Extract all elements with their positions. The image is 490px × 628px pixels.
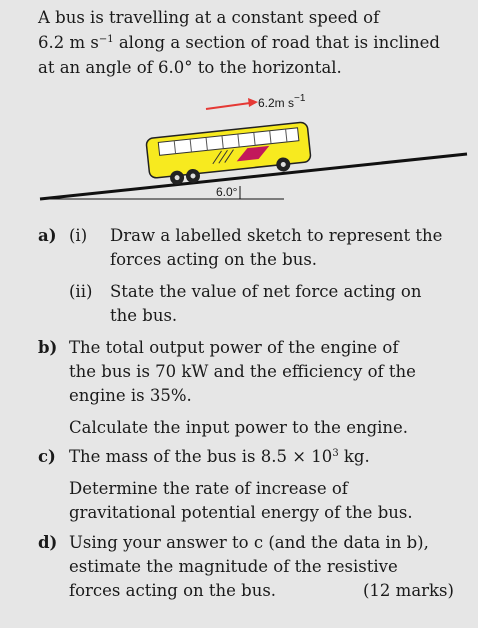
- part-a-ii-line-1: State the value of net force acting on: [110, 282, 422, 301]
- velocity-arrow-shaft: [206, 103, 250, 109]
- part-a-ii-line-2: the bus.: [110, 306, 178, 325]
- part-b-line-1: The total output power of the engine of: [69, 338, 399, 357]
- bus-incline-diagram: [0, 0, 490, 210]
- marks-label: (12 marks): [363, 581, 454, 600]
- part-a-i-line-1: Draw a labelled sketch to represent the: [110, 226, 443, 245]
- part-b-line-4: Calculate the input power to the engine.: [69, 418, 409, 437]
- part-a-label: a): [38, 226, 57, 245]
- angle-label: 6.0°: [216, 185, 238, 199]
- part-c-label: c): [38, 447, 56, 466]
- part-d-line-3: forces acting on the bus.: [69, 581, 277, 600]
- part-c-line-2: Determine the rate of increase of: [69, 479, 348, 498]
- speed-label: 6.2m $s^{-1}$: [258, 93, 306, 110]
- part-c-line-1: The mass of the bus is $8.5 \times 10^3$ kg.: [69, 447, 370, 466]
- intro-line-3: at an angle of 6.0° to the horizontal.: [38, 58, 342, 77]
- intro-line-2: 6.2 m $s^{-1}$ along a section of road that is inclined: [38, 33, 440, 52]
- part-a-i-number: (i): [69, 226, 88, 245]
- part-a-i-line-2: forces acting on the bus.: [110, 250, 318, 269]
- intro-line-1: A bus is travelling at a constant speed of: [38, 8, 380, 27]
- part-b-line-3: engine is 35%.: [69, 386, 192, 405]
- part-d-line-1: Using your answer to c (and the data in b),: [69, 533, 429, 552]
- part-a-ii-number: (ii): [69, 282, 93, 301]
- part-c-line-3: gravitational potential energy of the bus.: [69, 503, 413, 522]
- velocity-arrow-head: [248, 98, 258, 107]
- part-b-label: b): [38, 338, 58, 357]
- part-d-line-2: estimate the magnitude of the resistive: [69, 557, 398, 576]
- part-b-line-2: the bus is 70 kW and the efficiency of the: [69, 362, 416, 381]
- part-d-label: d): [38, 533, 58, 552]
